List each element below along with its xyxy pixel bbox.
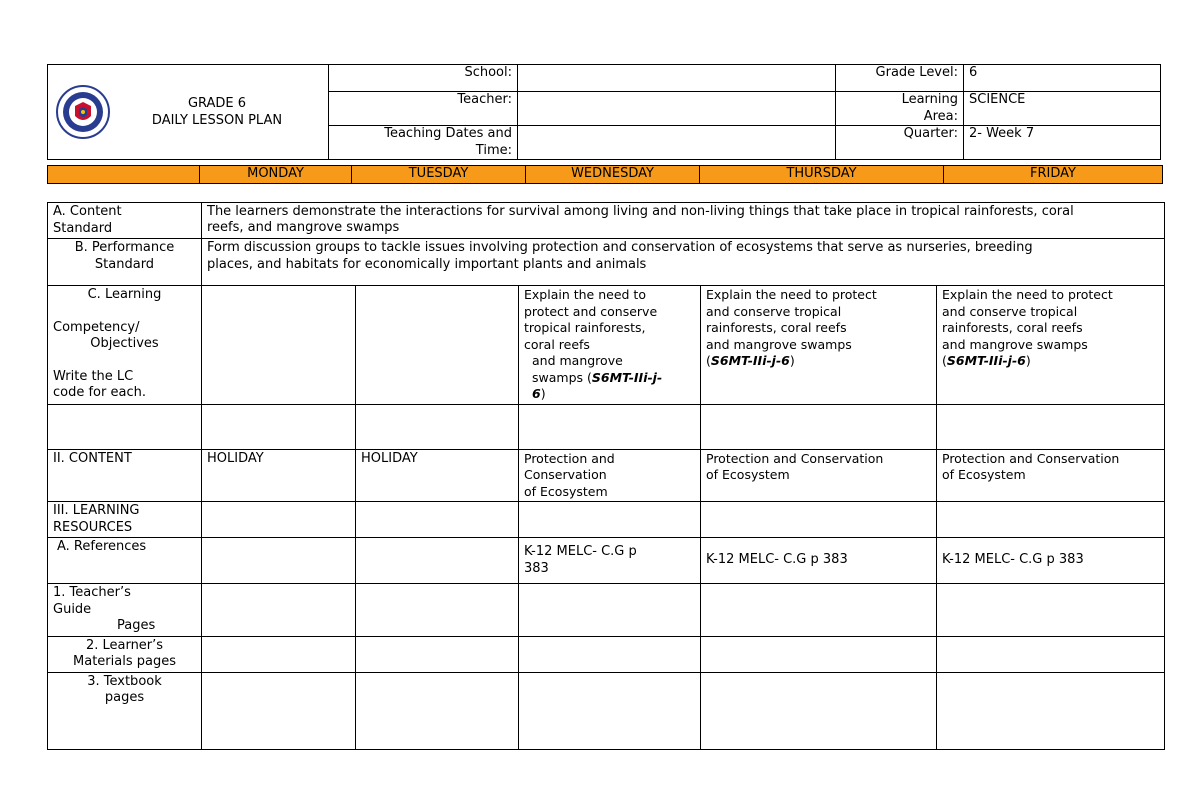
competency-thu-open-paren: (	[706, 353, 711, 368]
blank-tuesday[interactable]	[356, 404, 519, 449]
performance-standard-text[interactable]	[202, 239, 1165, 286]
competency-row	[48, 286, 1165, 405]
blank-row	[48, 404, 1165, 449]
blank-friday[interactable]	[937, 404, 1165, 449]
school-label: School:	[329, 65, 518, 92]
resources-friday[interactable]	[937, 502, 1165, 538]
textbook-label	[48, 672, 202, 749]
content-fri-line1: Protection and Conservation	[942, 450, 1120, 466]
references-wed-line2: 383	[524, 560, 549, 576]
resources-label	[48, 502, 202, 538]
deped-seal-icon	[55, 84, 111, 140]
learners-materials-wednesday[interactable]	[519, 636, 701, 672]
content-standard-row	[48, 203, 1165, 239]
blank-monday[interactable]	[202, 404, 356, 449]
quarter-label: Quarter:	[836, 126, 964, 160]
competency-label-line1: C. Learning	[87, 287, 162, 302]
content-standard-label-line2: Standard	[53, 220, 113, 236]
content-wed-line2: Conservation	[524, 467, 607, 482]
teachers-guide-row	[48, 584, 1165, 637]
teachers-guide-wednesday[interactable]	[519, 584, 701, 637]
competency-wed-line3: tropical rainforests,	[524, 320, 646, 335]
teachers-guide-label	[48, 584, 202, 637]
references-thursday[interactable]: K-12 MELC- C.G p 383	[701, 538, 937, 584]
teacher-label: Teacher:	[329, 92, 518, 126]
textbook-row	[48, 672, 1165, 749]
references-wed-line1: K-12 MELC- C.G p	[524, 544, 637, 559]
blank-label	[48, 404, 202, 449]
resources-monday[interactable]	[202, 502, 356, 538]
textbook-thursday[interactable]	[701, 672, 937, 749]
learning-area-label-line2: Area:	[923, 108, 958, 124]
competency-wed-line6	[524, 370, 695, 387]
day-thursday: THURSDAY	[700, 166, 944, 184]
learners-materials-monday[interactable]	[202, 636, 356, 672]
references-row	[48, 538, 1165, 584]
resources-label-line1: III. LEARNING	[53, 503, 140, 518]
teachers-guide-tuesday[interactable]	[356, 584, 519, 637]
teaching-dates-label	[329, 126, 518, 160]
content-monday[interactable]: HOLIDAY	[202, 449, 356, 502]
competency-tuesday[interactable]	[356, 286, 519, 405]
performance-standard-label-line2: Standard	[94, 256, 155, 272]
lesson-plan-table	[47, 202, 1165, 750]
textbook-label-line2: pages	[104, 690, 145, 705]
content-friday[interactable]	[937, 449, 1165, 502]
day-friday: FRIDAY	[944, 166, 1163, 184]
blank-wednesday[interactable]	[519, 404, 701, 449]
content-fri-line2: of Ecosystem	[942, 467, 1026, 482]
learners-materials-row	[48, 636, 1165, 672]
competency-label-line4: Write the LC	[53, 368, 134, 384]
learners-materials-friday[interactable]	[937, 636, 1165, 672]
learners-materials-thursday[interactable]	[701, 636, 937, 672]
performance-standard-text-line2: places, and habitats for economically important plants and animals	[207, 256, 647, 272]
learners-materials-label-line2: Materials pages	[73, 654, 176, 669]
resources-row	[48, 502, 1165, 538]
competency-label-line5: code for each.	[53, 385, 146, 400]
teaching-dates-label-line1: Teaching Dates and	[384, 126, 512, 141]
competency-label	[48, 286, 202, 405]
textbook-friday[interactable]	[937, 672, 1165, 749]
quarter-value[interactable]: 2- Week 7	[964, 126, 1161, 160]
teachers-guide-thursday[interactable]	[701, 584, 937, 637]
competency-fri-open-paren: (	[942, 353, 947, 368]
competency-fri-code	[942, 353, 1159, 370]
teachers-guide-label-line3: Pages	[117, 618, 156, 633]
performance-standard-text-line1: Form discussion groups to tackle issues involving protection and conservation of ecosystems that serve as nurseries, breeding	[207, 240, 1033, 255]
learning-area-label	[836, 92, 964, 126]
references-friday[interactable]: K-12 MELC- C.G p 383	[937, 538, 1165, 584]
textbook-monday[interactable]	[202, 672, 356, 749]
days-header	[47, 165, 1163, 184]
content-wednesday[interactable]	[519, 449, 701, 502]
content-wed-line3: of Ecosystem	[524, 483, 608, 499]
competency-thu-line2: and conserve tropical	[706, 303, 842, 319]
competency-wed-line4: coral reefs	[524, 336, 590, 352]
content-thursday[interactable]	[701, 449, 937, 502]
resources-tuesday[interactable]	[356, 502, 519, 538]
competency-thu-line1: Explain the need to protect	[706, 287, 877, 302]
textbook-label-line1: 3. Textbook	[87, 673, 162, 689]
grade-level-label: Grade Level:	[836, 65, 964, 92]
competency-fri-code-text: S6MT-IIi-j-6	[946, 353, 1026, 368]
content-standard-text-line2: reefs, and mangrove swamps	[207, 220, 400, 235]
content-standard-label	[48, 203, 202, 239]
header-title-cell	[48, 65, 329, 160]
competency-wed-code-part1: S6MT-IIi-j-	[591, 369, 663, 385]
references-label	[48, 538, 202, 584]
competency-label-line3: Objectives	[90, 336, 159, 351]
content-standard-label-line1: A. Content	[53, 204, 122, 219]
competency-thursday[interactable]	[701, 286, 937, 405]
header-table	[47, 64, 1161, 160]
competency-wed-line7	[524, 386, 695, 403]
competency-thu-line3: rainforests, coral reefs	[706, 320, 847, 335]
teachers-guide-label-line1: 1. Teacher’s	[53, 585, 131, 600]
day-wednesday: WEDNESDAY	[526, 166, 700, 184]
content-row	[48, 449, 1165, 502]
resources-thursday[interactable]	[701, 502, 937, 538]
content-standard-text[interactable]	[202, 203, 1165, 239]
content-thu-line1: Protection and Conservation	[706, 450, 884, 466]
competency-fri-close-paren: )	[1025, 353, 1031, 368]
resources-label-line2: RESOURCES	[53, 519, 133, 535]
references-wednesday[interactable]	[519, 538, 701, 584]
day-tuesday: TUESDAY	[352, 166, 526, 184]
competency-wednesday[interactable]	[519, 286, 701, 405]
plan-title: DAILY LESSON PLAN	[151, 113, 283, 128]
learners-materials-label	[48, 636, 202, 672]
resources-wednesday[interactable]	[519, 502, 701, 538]
content-standard-text-line1: The learners demonstrate the interactions for survival among living and non-living things that take place in tropical rainforests, coral	[207, 204, 1074, 219]
references-label-text: A. References	[57, 539, 147, 554]
learning-area-value[interactable]: SCIENCE	[964, 92, 1161, 126]
competency-wed-line1: Explain the need to	[524, 287, 646, 302]
competency-wed-line2: protect and conserve	[524, 303, 658, 319]
day-monday: MONDAY	[200, 166, 352, 184]
grade-level-value[interactable]: 6	[964, 65, 1161, 92]
references-tuesday[interactable]	[356, 538, 519, 584]
teachers-guide-label-line2: Guide	[53, 601, 92, 617]
competency-friday[interactable]	[937, 286, 1165, 405]
performance-standard-label	[48, 239, 202, 286]
competency-monday[interactable]	[202, 286, 356, 405]
textbook-tuesday[interactable]	[356, 672, 519, 749]
content-thu-line2: of Ecosystem	[706, 467, 790, 482]
teaching-dates-label-line2: Time:	[475, 142, 512, 158]
competency-thu-close-paren: )	[789, 353, 795, 368]
competency-label-line2: Competency/	[53, 319, 140, 335]
competency-fri-line3: rainforests, coral reefs	[942, 320, 1083, 335]
textbook-wednesday[interactable]	[519, 672, 701, 749]
plan-grade-title: GRADE 6	[187, 96, 247, 111]
competency-wed-close-paren: )	[540, 386, 546, 401]
competency-fri-line4: and mangrove swamps	[942, 336, 1088, 352]
learners-materials-tuesday[interactable]	[356, 636, 519, 672]
competency-wed-line5: and mangrove	[532, 353, 623, 368]
teacher-field[interactable]	[518, 92, 836, 126]
content-wed-line1: Protection and	[524, 450, 615, 466]
learning-area-label-line1: Learning	[901, 92, 958, 107]
learners-materials-label-line1: 2. Learner’s	[85, 637, 164, 653]
blank-thursday[interactable]	[701, 404, 937, 449]
performance-standard-label-line1: B. Performance	[74, 240, 175, 255]
performance-standard-row	[48, 239, 1165, 286]
school-field[interactable]	[518, 65, 836, 92]
competency-wed-code-part2: 6	[532, 386, 541, 401]
competency-thu-code	[706, 353, 931, 370]
content-tuesday[interactable]: HOLIDAY	[356, 449, 519, 502]
content-label: II. CONTENT	[48, 449, 202, 502]
competency-fri-line1: Explain the need to protect	[942, 287, 1113, 302]
teachers-guide-friday[interactable]	[937, 584, 1165, 637]
competency-wed-swamps: swamps (	[532, 369, 592, 385]
competency-thu-line4: and mangrove swamps	[706, 336, 852, 352]
competency-fri-line2: and conserve tropical	[942, 303, 1078, 319]
references-monday[interactable]	[202, 538, 356, 584]
competency-thu-code-text: S6MT-IIi-j-6	[710, 353, 790, 368]
days-corner	[48, 166, 200, 184]
teachers-guide-monday[interactable]	[202, 584, 356, 637]
teaching-dates-field[interactable]	[518, 126, 836, 160]
